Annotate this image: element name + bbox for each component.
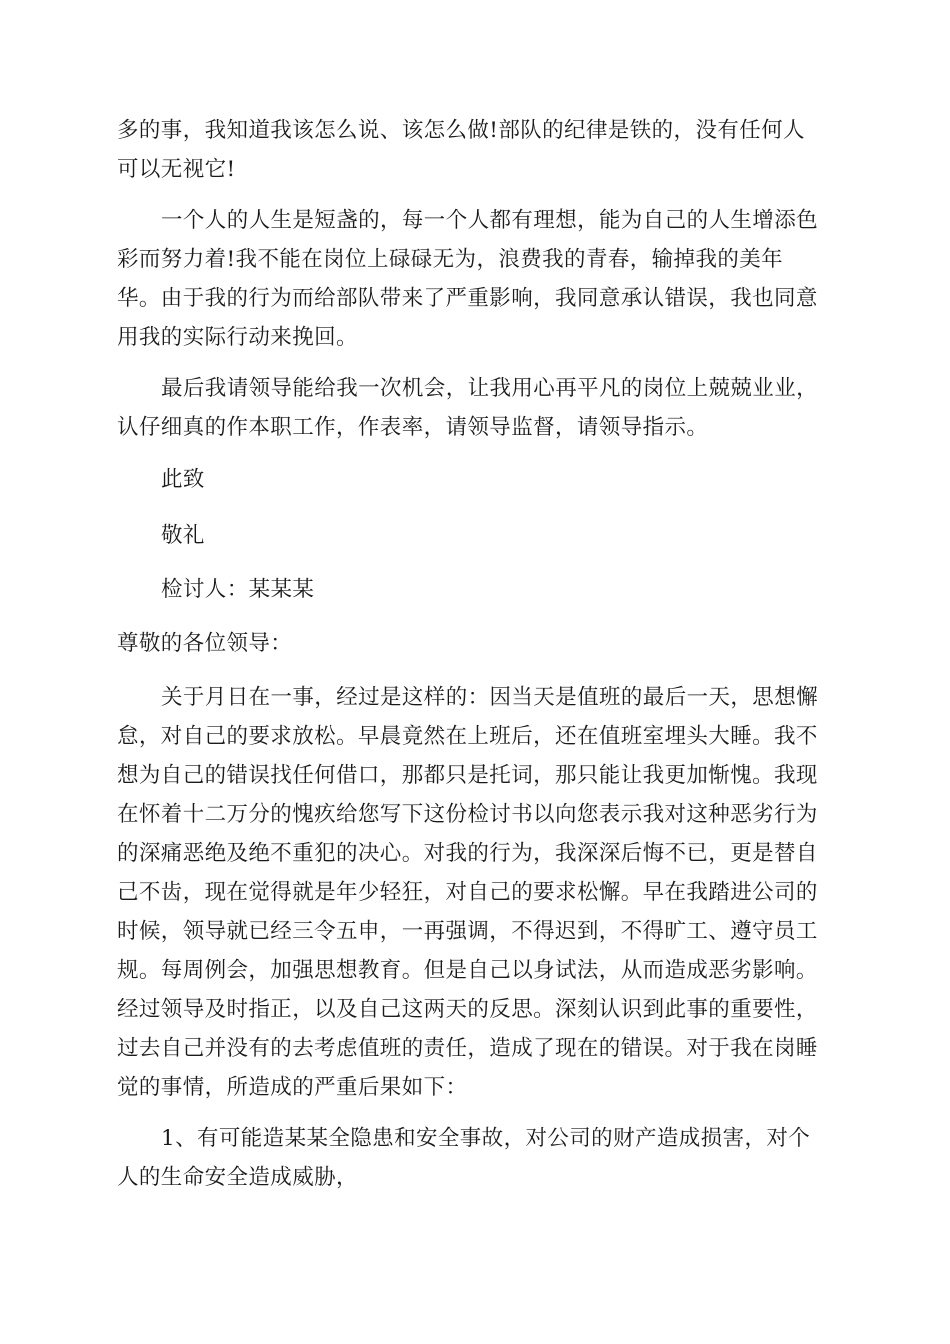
salutation: 尊敬的各位领导：	[117, 631, 293, 656]
paragraph-3-line-1: 最后我请领导能给我一次机会，让我用心再平凡的岗位上兢兢业业，	[161, 376, 819, 401]
paragraph-4-line-11: 觉的事情，所造成的严重后果如下：	[117, 1075, 468, 1100]
list-item-1-line-2: 人的生命安全造成威胁，	[117, 1165, 358, 1190]
paragraph-4-line-8: 规。每周例会，加强思想教育。但是自己以身试法，从而造成恶劣影响。	[117, 958, 818, 983]
paragraph-4-line-4: 在怀着十二万分的愧疚给您写下这份检讨书以向您表示我对这种恶劣行为	[117, 802, 818, 827]
paragraph-2-line-2: 彩而努力着!我不能在岗位上碌碌无为，浪费我的青春，输掉我的美年	[117, 247, 784, 272]
closing-jingli: 敬礼	[161, 523, 205, 548]
paragraph-4-line-7: 时候，领导就已经三令五申，一再强调，不得迟到，不得旷工、遵守员工	[117, 919, 818, 944]
paragraph-2-line-1: 一个人的人生是短盏的，每一个人都有理想，能为自己的人生增添色	[161, 208, 819, 233]
paragraph-4-line-3: 想为自己的错误找任何借口，那都只是托词，那只能让我更加惭愧。我现	[117, 763, 818, 788]
paragraph-1-line-1: 多的事，我知道我该怎么说、该怎么做!部队的纪律是铁的，没有任何人	[117, 118, 805, 143]
paragraph-4-line-9: 经过领导及时指正，以及自己这两天的反思。深刻认识到此事的重要性，	[117, 997, 818, 1022]
paragraph-2-line-3: 华。由于我的行为而给部队带来了严重影响，我同意承认错误，我也同意	[117, 286, 818, 311]
paragraph-3-line-2: 认仔细真的作本职工作，作表率，请领导监督，请领导指示。	[117, 415, 709, 440]
closing-cizhi: 此致	[161, 467, 205, 492]
paragraph-4-line-5: 的深痛恶绝及绝不重犯的决心。对我的行为，我深深后悔不已，更是替自	[117, 841, 818, 866]
paragraph-4-line-6: 己不齿，现在觉得就是年少轻狂，对自己的要求松懈。早在我踏进公司的	[117, 880, 818, 905]
list-item-1-line-1: 1、有可能造某某全隐患和安全事故，对公司的财产造成损害，对个	[161, 1126, 811, 1151]
paragraph-2-line-4: 用我的实际行动来挽回。	[117, 325, 358, 350]
paragraph-4-line-2: 怠，对自己的要求放松。早晨竟然在上班后，还在值班室埋头大睡。我不	[117, 724, 818, 749]
paragraph-4-line-1: 关于月日在一事，经过是这样的：因当天是值班的最后一天，思想懈	[161, 685, 819, 710]
paragraph-1-line-2: 可以无视它!	[117, 157, 236, 182]
paragraph-4-line-10: 过去自己并没有的去考虑值班的责任，造成了现在的错误。对于我在岗睡	[117, 1036, 818, 1061]
signature-line: 检讨人：某某某	[161, 577, 315, 602]
